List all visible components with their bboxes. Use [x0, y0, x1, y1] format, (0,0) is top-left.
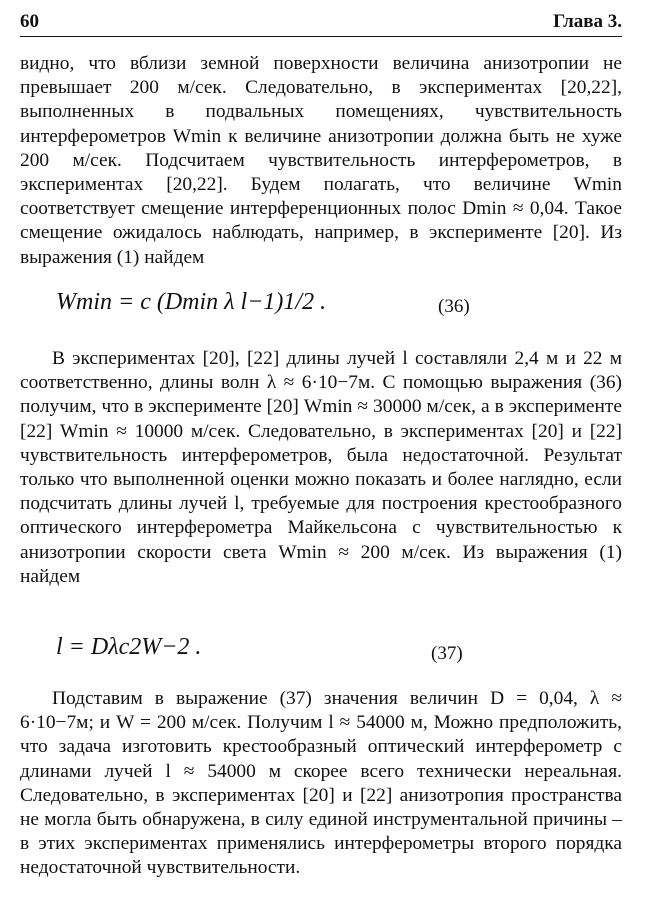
paragraph-2-text: В экспериментах [20], [22] длины лучей l составляли 2,4 м и 22 м соответственно, длины волн λ ≈ 6·10−7м. С помощью выражения (36) получим, что в эксперименте [20] Wmin ≈ 30000 м/сек, а в эксперименте [22] Wmin ≈ 10000 м/сек. Следовательно, в экспериментах [20] и [22] чувствительность интерферометров, была недостаточной. Результат только что выполненной оценки можно показать и более наглядно, если подсчитать длины лучей l, требуемые для построения крестообразного оптического интерферометра Майкельсона с чувствительностью к анизотропии скорости света Wmin ≈ 200 м/сек. Из выражения (1) найдем: [20, 348, 622, 587]
chapter-title: Глава 3.: [553, 11, 622, 32]
paragraph-3: [20, 687, 622, 881]
equation-36-formula: Wmin = c (Dmin λ l−1)1/2 .: [56, 289, 327, 315]
equation-37-number: (37): [431, 643, 463, 664]
paragraph-3-text: Подставим в выражение (37) значения величин D = 0,04, λ ≈ 6·10−7м; и W = 200 м/сек. Получим l ≈ 54000 м, Можно предположить, что задача изготовить крестообразный оптический интерферометр с длинами лучей l ≈ 54000 м скорее всего технически нереальная. Следовательно, в экспериментах [20] и [22] анизотропия пространства не могла быть обнаружена, в силу единой инструментальной причины – в этих экспериментах применялись интерферометры второго порядка недостаточной чувствительности.: [20, 688, 622, 879]
equation-36: [56, 289, 622, 316]
equation-37: [56, 634, 622, 664]
equation-37-formula: l = Dλc2W−2 .: [56, 634, 202, 660]
paragraph-2: [20, 347, 622, 589]
paragraph-1: [20, 52, 622, 270]
page-header: [20, 8, 622, 37]
paragraph-1-text: видно, что вблизи земной поверхности величина анизотропии не превышает 200 м/сек. Следовательно, в экспериментах [20,22], выполненных в подвальных помещениях, чувствительность интерферометров Wmin к величине анизотропии должна быть не хуже 200 м/сек. Подсчитаем чувствительность интерферометров, в экспериментах [20,22]. Будем полагать, что величине Wmin соответствует смещение интерференционных полос Dmin ≈ 0,04. Такое смещение ожидалось наблюдать, например, в эксперименте [20]. Из выражения (1) найдем: [20, 53, 622, 268]
equation-36-number: (36): [438, 296, 470, 317]
page-number: 60: [20, 11, 39, 32]
